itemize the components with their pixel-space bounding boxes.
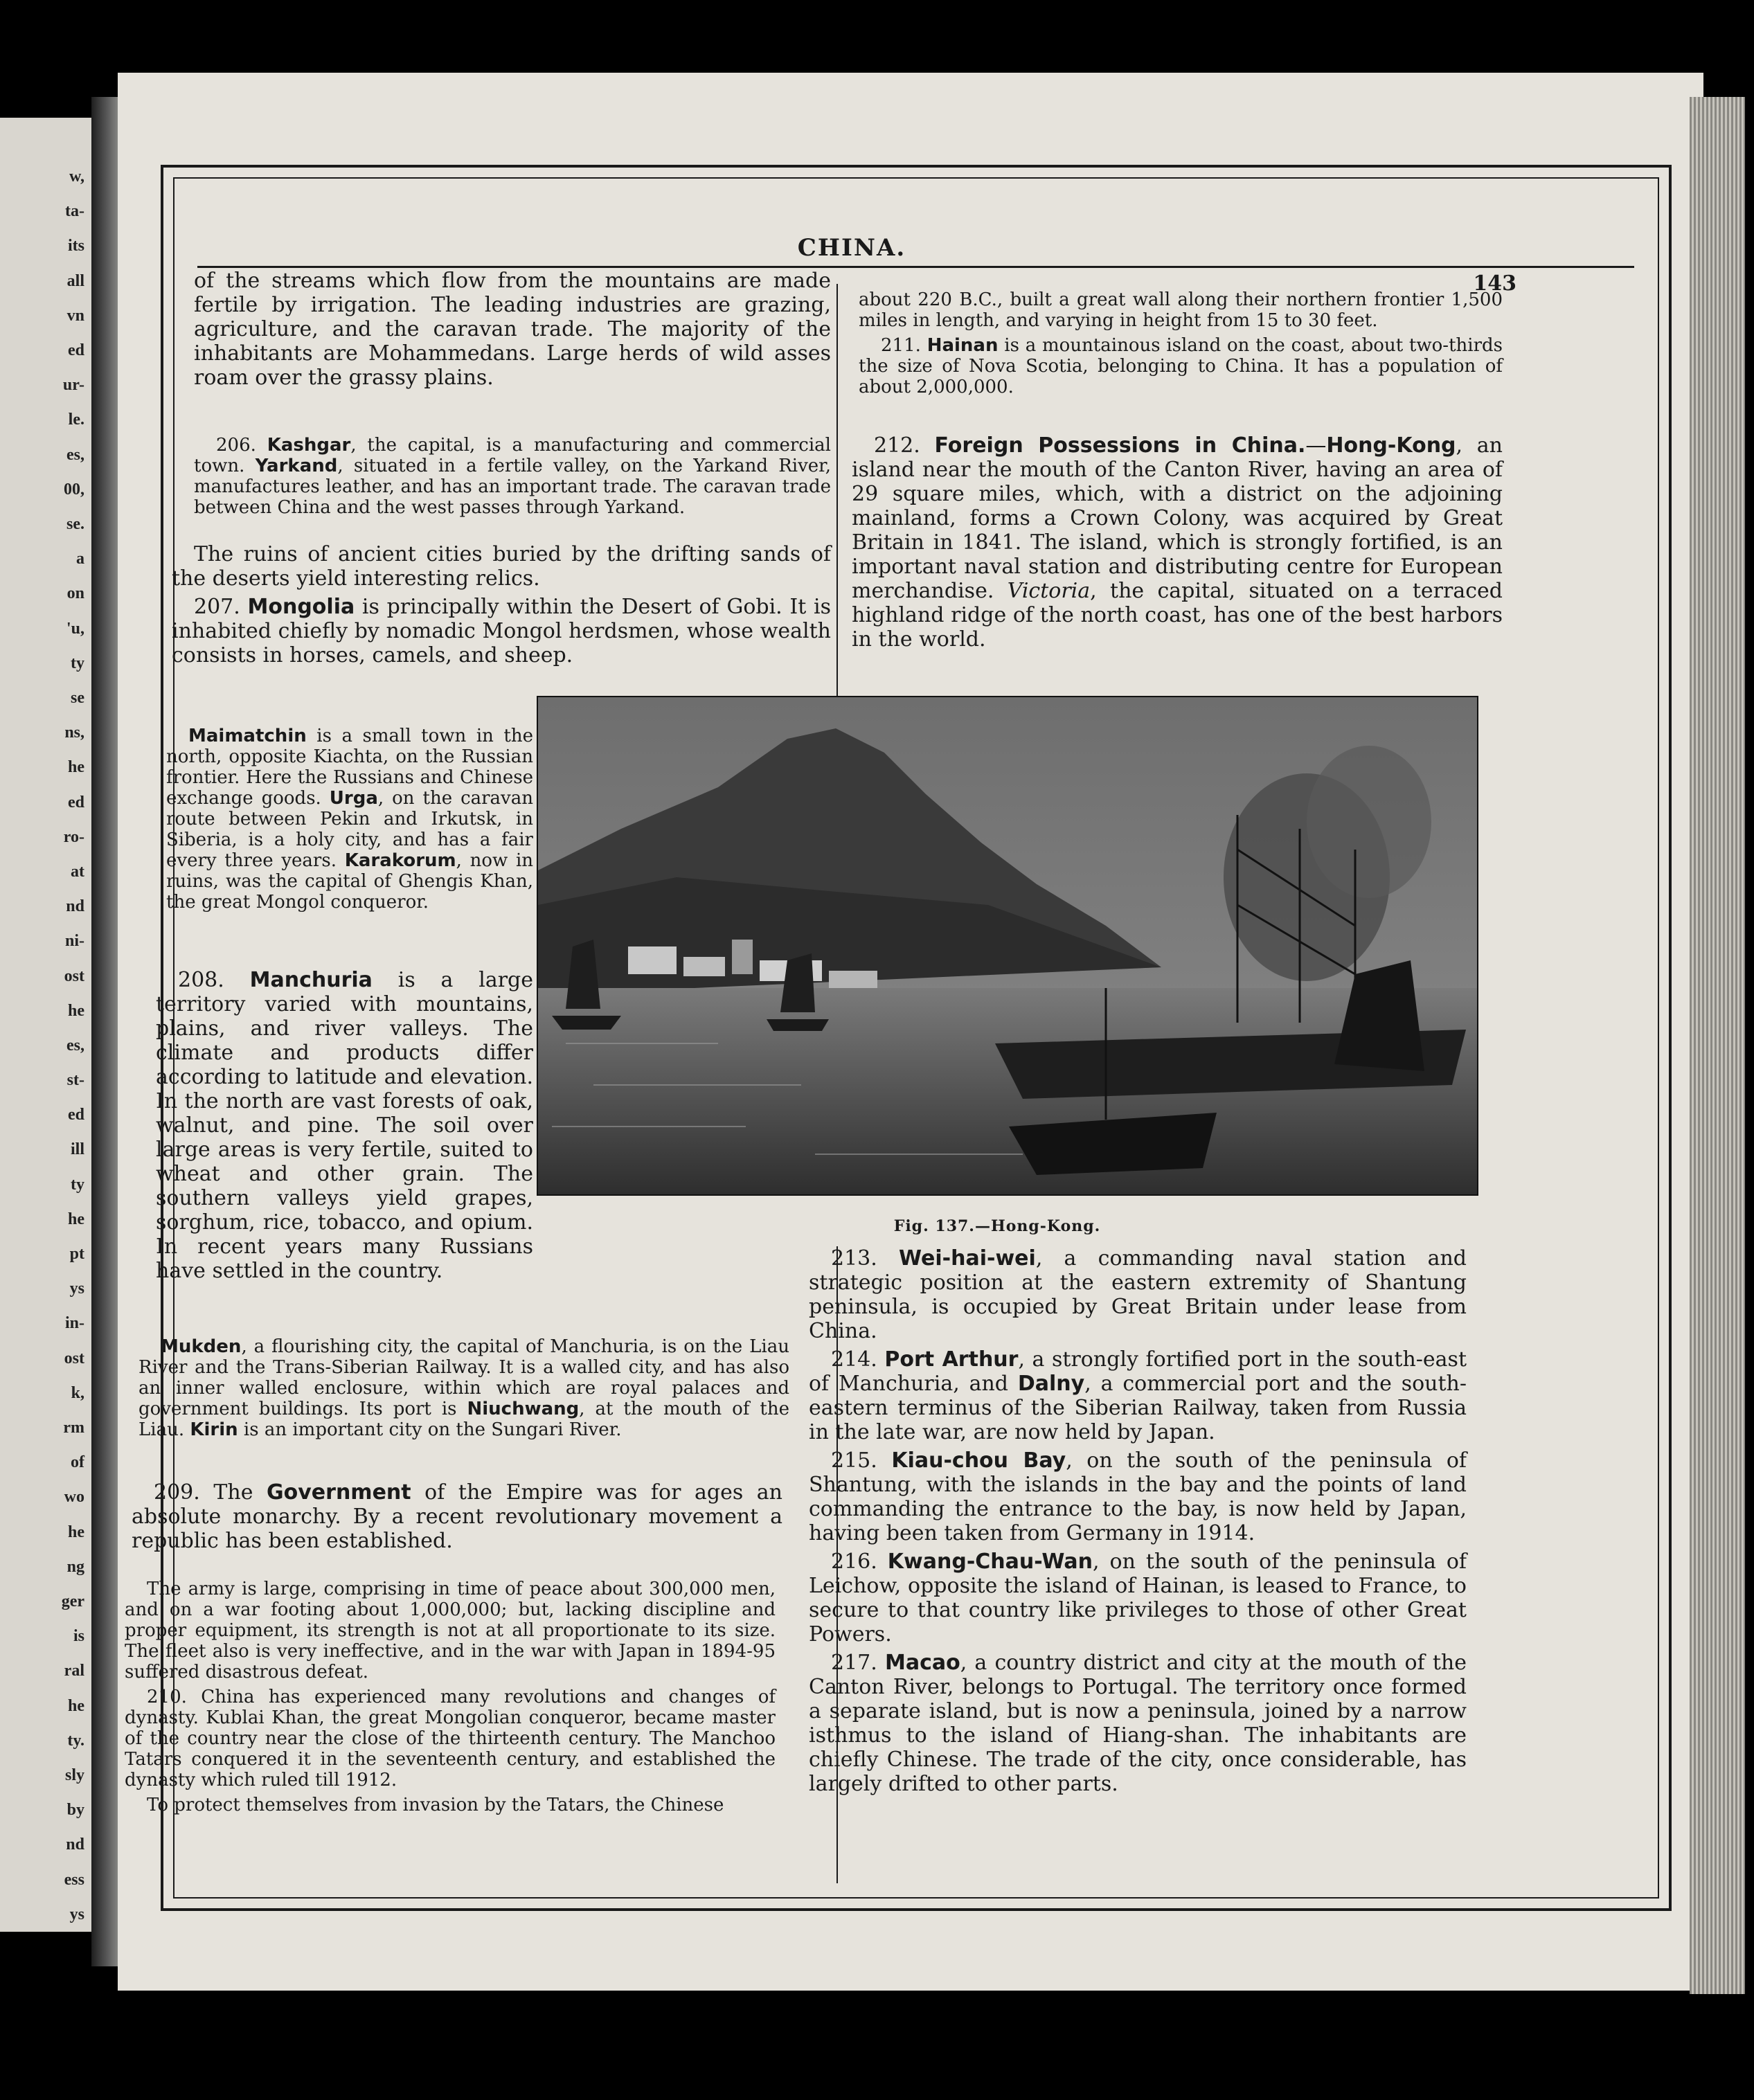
place-name-yarkand: Yarkand (255, 456, 338, 476)
facing-page-text-fragment: nd (66, 1836, 84, 1854)
facing-page-text-fragment: ill (70, 1140, 84, 1159)
paragraph-number: 206. (216, 435, 256, 456)
paragraph-text: about 220 B.C., built a great wall along their northern frontier 1,500 miles in length, and varying in height from 15 to 30 feet. (859, 289, 1503, 331)
paragraph-number: 211. (881, 335, 921, 356)
paragraph-209 (132, 1480, 782, 1557)
facing-page-text-fragment: at (71, 862, 84, 881)
facing-page-text-fragment: sly (64, 1766, 84, 1785)
paragraph-208 (156, 968, 533, 1287)
left-column-top (194, 269, 831, 394)
paragraph-text: is a small town in the north, opposite Kiachta, on the Russian frontier. Here the Russians and Chinese exchange goods. (166, 726, 533, 809)
facing-page-text-fragment: he (68, 1210, 84, 1228)
harbor-engraving (538, 697, 1477, 1194)
facing-page-text-fragment: es, (66, 445, 84, 464)
paragraph-text: , an island near the mouth of the Canton River, having an area of 29 square miles, which, with a district on the adjoining mainland, forms a Crown Colony, was acquired by Great Britain in 1841. The island, which is strongly fortified, is an important naval station and distributing centre for European merchandise. (852, 433, 1503, 603)
place-name-wei-hai-wei: Wei-hai-wei (899, 1246, 1036, 1271)
facing-page-text-fragment: w, (69, 168, 84, 186)
place-name-karakorum: Karakorum (344, 850, 456, 871)
place-name-kashgar: Kashgar (267, 435, 351, 456)
place-name-dalny: Dalny (1017, 1372, 1085, 1396)
facing-page-text-fragment: vn (66, 306, 84, 325)
facing-page-text-fragment: ys (69, 1280, 84, 1298)
facing-page-text-fragment: ng (66, 1557, 84, 1576)
paragraph-210: 210. China has experienced many revolutions and changes of dynasty. Kublai Khan, the great Mongolian conqueror, became master of the country near the close of the thirteenth century. The Manchoo Tatars conquered it in the seventeenth century, and established the dynasty which ruled till 1912. (125, 1687, 776, 1791)
facing-page-text-fragment: ni- (64, 932, 84, 951)
paragraph-number: 216. (831, 1550, 877, 1574)
facing-page-text-fragment: st- (66, 1071, 84, 1090)
paragraph-text: is a mountainous island on the coast, about two-thirds the size of Nova Scotia, belonging to China. It has a population of about 2,000,000. (859, 335, 1503, 397)
paragraph-text: To protect themselves from invasion by the Tatars, the Chinese (147, 1795, 724, 1815)
ruins-paragraph (172, 542, 831, 672)
facing-page-fragment (0, 118, 91, 1932)
page-number: 143 (1473, 271, 1516, 296)
facing-page-text-fragment: ed (68, 1106, 84, 1124)
facing-page-text-fragment: ed (68, 341, 84, 359)
page-edges (1690, 97, 1745, 1994)
army-paragraph (125, 1579, 776, 1820)
term-government: Government (267, 1480, 411, 1505)
facing-page-text-fragment: of (71, 1453, 84, 1472)
facing-page-text-fragment: ur- (62, 376, 84, 395)
facing-page-text-fragment: he (68, 1001, 84, 1020)
paragraph-text: , the capital, situated on a terraced highland ridge of the north coast, has one of the best harbors in the world. (852, 579, 1503, 652)
place-name-niuchwang: Niuchwang (467, 1399, 580, 1419)
facing-page-text-fragment: by (66, 1801, 84, 1820)
column-divider (836, 284, 838, 699)
paragraph-206 (194, 435, 831, 522)
facing-page-text-fragment: es, (66, 1036, 84, 1055)
facing-page-text-fragment: ro- (63, 827, 84, 846)
header-rule (197, 266, 1634, 268)
paragraph-continuation: of the streams which flow from the mountains are made fertile by irrigation. The leading industries are grazing, agriculture, and the caravan trade. The majority of the inhabitants are Mohammedans. Large herds of wild asses roam over the grassy plains. (194, 269, 831, 390)
dash: — (1305, 433, 1327, 458)
paragraph-text: The army is large, comprising in time of peace about 300,000 men, and on a war footing about 1,000,000; but, lacking discipline and proper equipment, its strength is not at all proportionate to its size. The fleet also is very ineffective, and in the war with Japan in 1894-95 suffered disastrous defeat. (125, 1579, 776, 1682)
paragraph-number: 217. (831, 1651, 877, 1675)
facing-page-text-fragment: in- (64, 1314, 84, 1333)
heading-foreign-possessions: Foreign Possessions in China. (934, 433, 1306, 458)
paragraph-text: , a country district and city at the mouth of the Canton River, belongs to Portugal. The territory once formed a separate island, but is now a peninsula, joined by a narrow isthmus to the island of Hiang-shan. The inhabitants are chiefly Chinese. The trade of the city, once considerable, has largely drifted to other parts. (809, 1651, 1467, 1796)
facing-page-text-fragment: he (68, 1523, 84, 1541)
paragraph-text: is a large territory varied with mountains, plains, and river valleys. The climate and products differ according to latitude and elevation. In the north are vast forests of oak, walnut, and pine. The soil over large areas is very fertile, suited to wheat and other grain. The southern valleys yield grapes, sorghum, rice, tobacco, and opium. In recent years many Russians have settled in the country. (156, 968, 534, 1283)
figure-caption: Fig. 137.—Hong-Kong. (893, 1217, 1101, 1235)
paragraph-text: , a flourishing city, the capital of Manchuria, is on the Liau River and the Trans-Siberian Railway. It is a walled city, and has also an inner walled enclosure, within which are royal palaces and government buildings. Its port is (138, 1336, 789, 1419)
paragraph-text: , the capital, is a manufacturing and commercial town. (194, 435, 831, 476)
place-name-macao: Macao (884, 1651, 960, 1675)
paragraph-number: 209. (154, 1480, 200, 1505)
facing-page-text-fragment: ed (68, 793, 84, 811)
facing-page-text-fragment: ta- (65, 202, 84, 221)
facing-page-text-fragment: ost (64, 967, 84, 985)
facing-page-text-fragment: se (71, 688, 84, 707)
place-name-urga: Urga (329, 788, 378, 809)
facing-page-text-fragment: he (68, 758, 84, 777)
facing-page-text-fragment: is (73, 1627, 84, 1646)
place-name-hainan: Hainan (927, 335, 999, 356)
paragraph-text: , situated in a fertile valley, on the Yarkand River, manufactures leather, and has an important trade. The caravan trade between China and the west passes through Yarkand. (194, 456, 832, 518)
facing-page-text-fragment: ral (64, 1662, 84, 1680)
paragraph-text: is an important city on the Sungari River. (238, 1419, 622, 1440)
paragraph-number: 208. (178, 968, 224, 992)
book-gutter (91, 97, 119, 1966)
paragraph-text: , now in ruins, was the capital of Ghengis Khan, the great Mongol conqueror. (166, 850, 534, 913)
paragraph-text: , on the caravan route between Pekin and Irkutsk, in Siberia, is a holy city, and has a fair every three years. (166, 788, 533, 871)
paragraph-text: , on the south of the peninsula of Leichow, opposite the island of Hainan, is leased to France, to secure to that country like privileges to those of other Great Powers. (809, 1550, 1467, 1646)
paragraph-number: 214. (831, 1347, 877, 1372)
paragraph-text: The (213, 1480, 253, 1505)
facing-page-text-fragment: ns, (64, 724, 84, 742)
facing-page-text-fragment: ost (64, 1349, 84, 1367)
paragraph-text: , a commercial port and the south-eastern terminus of the Siberian Railway, taken from Russia in the late war, are now held by Japan. (809, 1372, 1467, 1444)
paragraph-number: 215. (831, 1448, 877, 1473)
facing-page-text-fragment: pt (69, 1245, 84, 1264)
facing-page-text-fragment: a (76, 550, 84, 568)
facing-page-text-fragment: ger (61, 1592, 84, 1611)
facing-page-text-fragment: 'u, (66, 619, 84, 638)
place-name-maimatchin: Maimatchin (188, 726, 307, 746)
facing-page-text-fragment: wo (64, 1488, 84, 1507)
place-name-mongolia: Mongolia (247, 595, 355, 619)
facing-page-text-fragment: le. (68, 411, 84, 429)
facing-page-text-fragment: 00, (64, 480, 84, 499)
place-name-kirin: Kirin (190, 1419, 238, 1440)
maimatchin-paragraph (166, 726, 533, 917)
paragraph-number: 207. (194, 595, 240, 619)
facing-page-text-fragment: its (68, 237, 84, 255)
paragraph-number: 213. (831, 1246, 877, 1271)
paragraph-text: The ruins of ancient cities buried by the drifting sands of the deserts yield interesting relics. (172, 542, 831, 591)
running-title: CHINA. (797, 234, 906, 262)
paragraph-number: 212. (874, 433, 920, 458)
facing-page-text-fragment: k, (71, 1383, 84, 1402)
facing-page-text-fragment: nd (66, 897, 84, 916)
great-wall-paragraph (859, 289, 1503, 402)
facing-page-text-fragment: rm (63, 1419, 84, 1437)
facing-page-text-fragment: ty (71, 1175, 84, 1194)
paragraph-213 (809, 1246, 1467, 1800)
place-name-port-arthur: Port Arthur (884, 1347, 1019, 1372)
paragraph-text: , a strongly fortified port in the south-east of Manchuria, and (809, 1347, 1467, 1396)
paragraph-text: of the Empire was for ages an absolute monarchy. By a recent revolutionary movement a republic has been established. (132, 1480, 782, 1553)
facing-page-text-fragment: on (66, 584, 84, 603)
place-name-hong-kong: Hong-Kong (1326, 433, 1456, 458)
hong-kong-harbor-illustration (537, 696, 1478, 1196)
paragraph-text: is principally within the Desert of Gobi. It is inhabited chiefly by nomadic Mongol herdsmen, whose wealth consists in horses, camels, and sheep. (172, 595, 831, 667)
place-name-kiau-chou-bay: Kiau-chou Bay (891, 1448, 1066, 1473)
facing-page-text-fragment: ys (69, 1905, 84, 1923)
place-name-victoria: Victoria (1007, 579, 1091, 603)
facing-page-text-fragment: ess (64, 1870, 84, 1889)
facing-page-text-fragment: se. (66, 514, 84, 533)
place-name-manchuria: Manchuria (249, 968, 373, 992)
paragraph-text: , on the south of the peninsula of Shantung, with the islands in the bay and the points of land commanding the entrance to the bay, is now held by Japan, having been taken from Germany in 1914. (809, 1448, 1467, 1545)
place-name-kwang-chau-wan: Kwang-Chau-Wan (887, 1550, 1093, 1574)
facing-page-text-fragment: ty. (67, 1731, 84, 1750)
facing-page-text-fragment: ty (71, 654, 84, 672)
paragraph-text: , a commanding naval station and strategic position at the eastern extremity of Shantung peninsula, is occupied by Great Britain under lease from China. (809, 1246, 1467, 1343)
paragraph-text: , at the mouth of the Liau. (138, 1399, 789, 1440)
place-name-mukden: Mukden (161, 1336, 242, 1357)
facing-page-text-fragment: all (66, 271, 84, 290)
facing-page-text-fragment: he (68, 1696, 84, 1715)
mukden-paragraph (138, 1336, 789, 1444)
paragraph-212 (852, 433, 1503, 656)
